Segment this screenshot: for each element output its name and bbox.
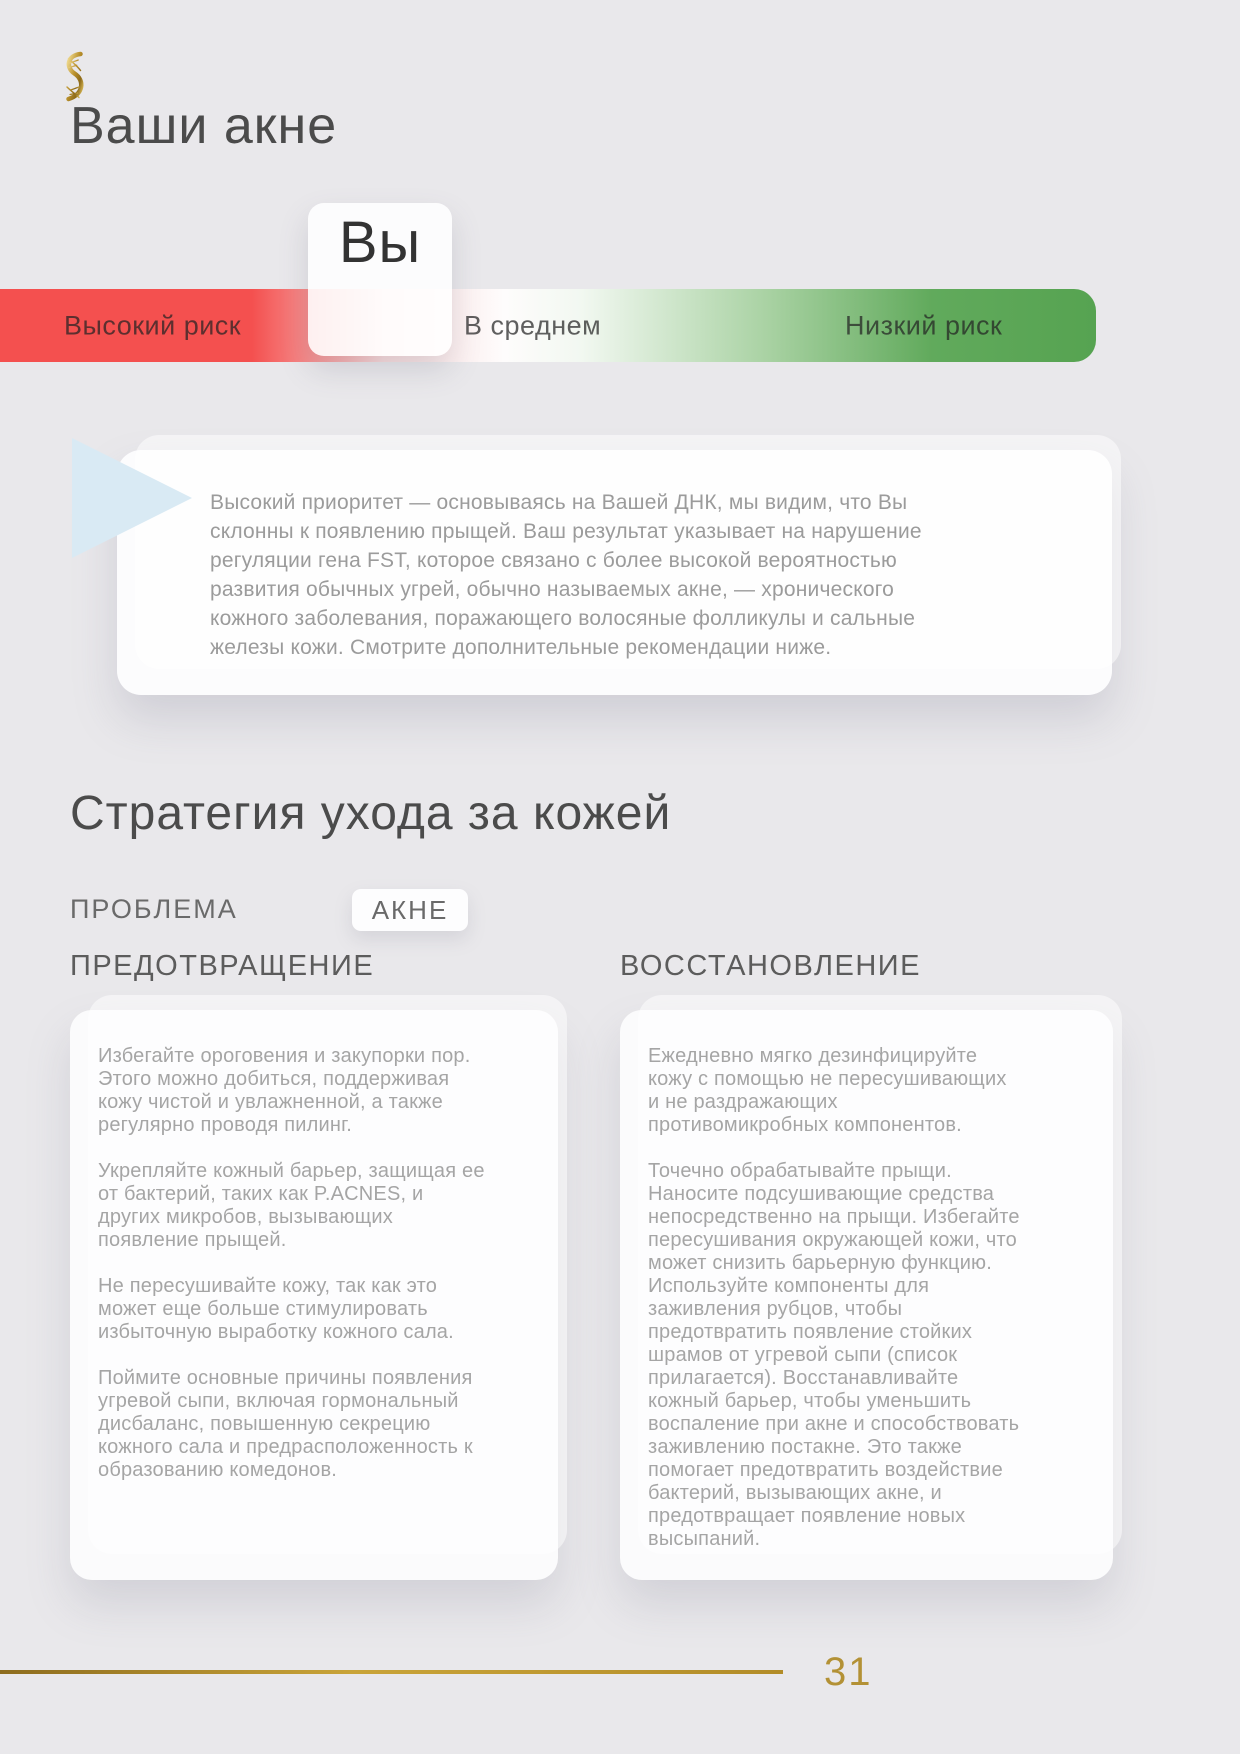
priority-card <box>117 450 1112 695</box>
prevention-paragraph: Укрепляйте кожный барьер, защищая ее от бактерий, таких как P.ACNES, и других микробов, вызывающих появление прыщей. <box>98 1160 485 1251</box>
prevention-paragraph: Поймите основные причины появления угревой сыпи, включая гормональный дисбаланс, повышенную секрецию кожного сала и предрасположенность к образованию комедонов. <box>98 1367 473 1481</box>
prevention-paragraph: Не пересушивайте кожу, так как это может еще больше стимулировать избыточную выработку кожного сала. <box>98 1275 454 1343</box>
prevention-heading: ПРЕДОТВРАЩЕНИЕ <box>70 950 375 982</box>
you-risk-marker <box>308 203 452 356</box>
priority-card-text: Высокий приоритет — основываясь на Вашей ДНК, мы видим, что Вы склонны к появлению прыщей. Ваш результат указывает на нарушение регуляции гена FST, которое связано с более высокой вероятностью развития обычных угрей, обычно называемых акне, — хронического кожного заболевания, поражающего волосяные фолликулы и сальные железы кожи. Смотрите дополнительные рекомендации ниже. <box>210 491 922 659</box>
restoration-paragraph: Точечно обрабатывайте прыщи. Наносите подсушивающие средства непосредственно на прыщи. Избегайте пересушивания окружающей кожи, что может снизить барьерную функцию. Используйте компоненты для заживления рубцов, чтобы предотвратить появление стойких шрамов от угревой сыпи (список прилагается). Восстанавливайте кожный барьер, чтобы уменьшить воспаление при акне и способствовать заживлению постакне. Это также помогает предотвратить воздействие бактерий, вызывающих акне, и предотвращает появление новых высыпаний. <box>648 1160 1020 1550</box>
risk-gradient-bar <box>0 289 1096 362</box>
risk-label-low: Низкий риск <box>845 310 1003 340</box>
restoration-card <box>620 1010 1113 1580</box>
restoration-heading: ВОССТАНОВЛЕНИЕ <box>620 950 921 982</box>
you-marker-label: Вы <box>338 210 422 275</box>
page-title: Ваши акне <box>70 97 338 155</box>
prevention-paragraph: Избегайте ороговения и закупорки пор. Этого можно добиться, поддерживая кожу чистой и увлажненной, а также регулярно проводя пилинг. <box>98 1045 471 1136</box>
restoration-paragraph: Ежедневно мягко дезинфицируйте кожу с помощью не пересушивающих и не раздражающих противомикробных компонентов. <box>648 1045 1007 1136</box>
risk-label-high: Высокий риск <box>64 310 242 340</box>
strategy-section-title: Стратегия ухода за кожей <box>70 787 672 840</box>
prevention-card <box>70 1010 558 1580</box>
page-number: 31 <box>824 1650 873 1694</box>
problem-value-badge: АКНЕ <box>352 889 468 931</box>
risk-label-medium: В среднем <box>464 310 602 340</box>
problem-label: ПРОБЛЕМА <box>70 894 238 924</box>
footer-rule <box>0 1670 783 1674</box>
